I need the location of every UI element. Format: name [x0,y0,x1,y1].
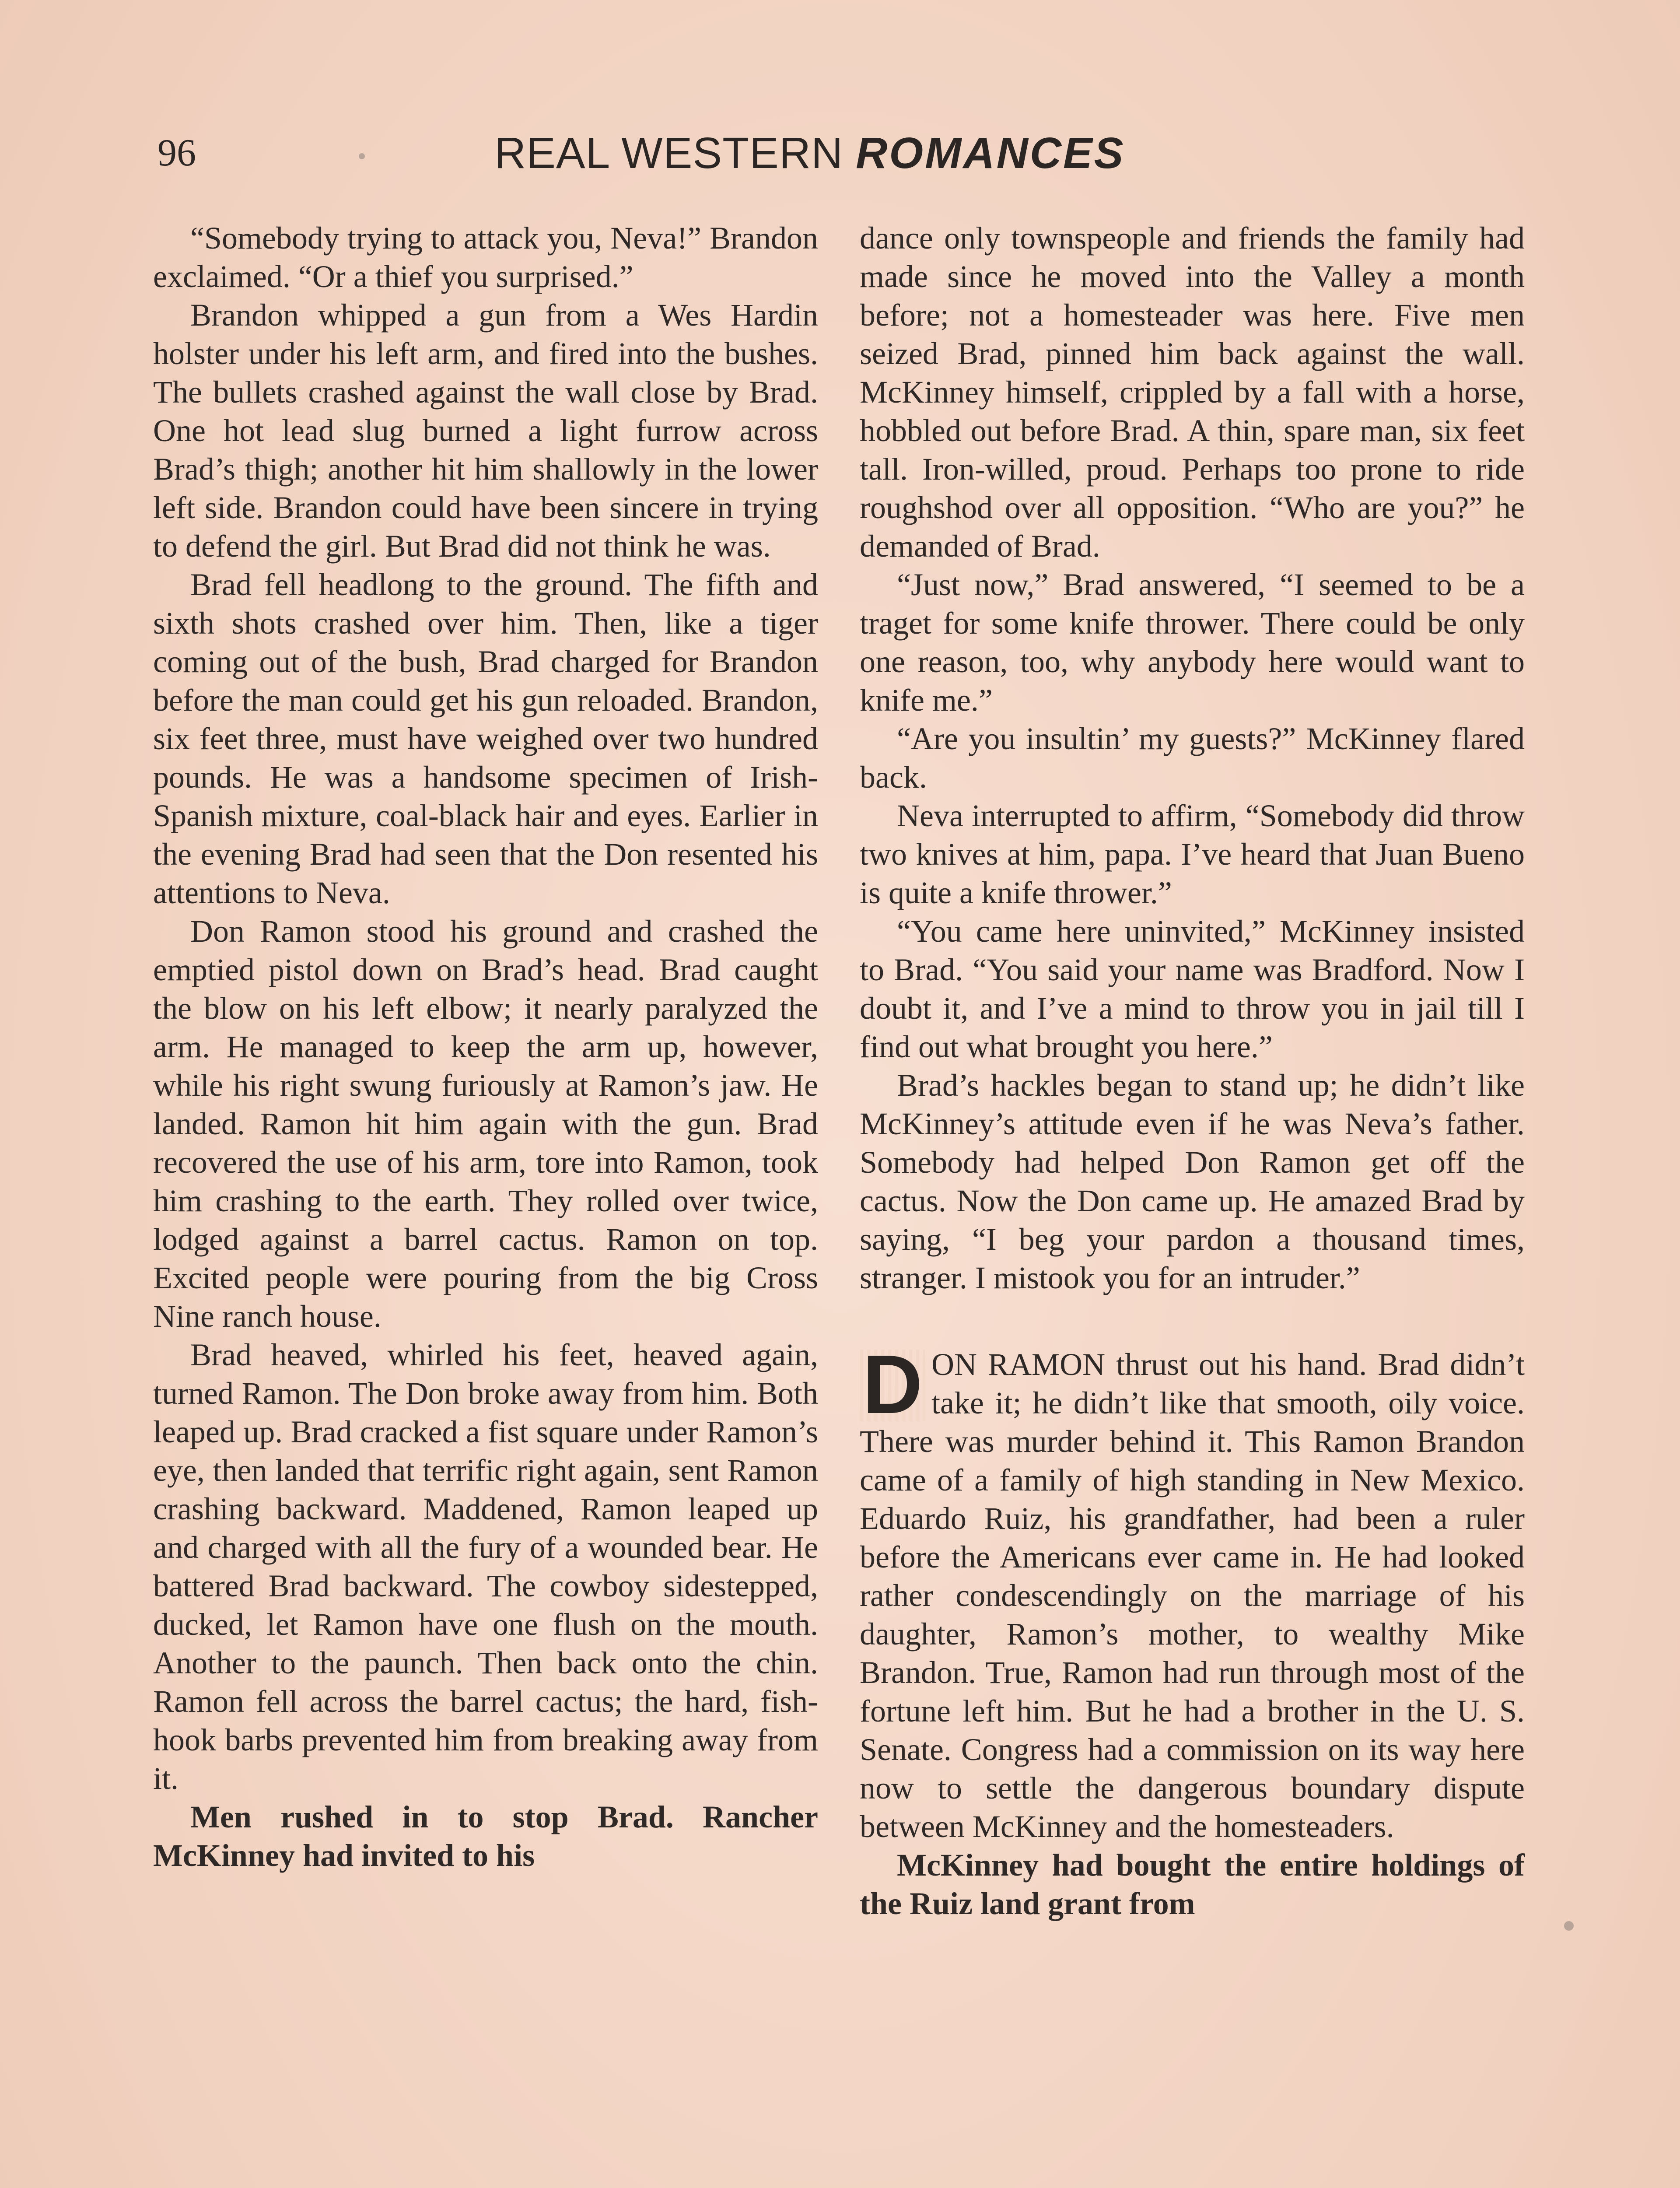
left-column [153,219,818,1875]
magazine-title-styled: ROMANCES [856,129,1125,178]
paragraph: “Are you insultin’ my guests?” McKinney flared back. [860,721,1525,795]
paragraph: Brandon whipped a gun from a Wes Hardin holster under his left arm, and fired into the bushes. The bullets crashed against the wall close by Brad. One hot lead slug burned a light furrow across Brad’s thigh; another hit him shallowly in the lower left side. Brandon could have been sincere in trying to defend the girl. But Brad did not think he was. [153,298,818,564]
paragraph: “You came here uninvited,” McKinney insisted to Brad. “You said your name was Bradford. Now I doubt it, and I’ve a mind to throw you in jail till I find out what brought you here.” [860,914,1525,1064]
running-header [158,125,1208,182]
paragraph: Men rushed in to stop Brad. Rancher McKinney had invited to his [153,1799,818,1873]
page-number: 96 [158,132,196,174]
section-opening-text: ON RAMON thrust out his hand. Brad didn’t take it; he didn’t like that smooth, oily voice. There was murder behind it. This Ramon Brandon came of a family of high standing in New Mexico. Eduardo Ruiz, his grandfather, had been a ruler before the Americans ever came in. He had looked rather condescendingly on the marriage of his daughter, Ramon’s mother, to wealthy Mike Brandon. True, Ramon had run through most of the fortune left him. But he had a brother in the U. S. Senate. Congress had a commission on its way here now to settle the dangerous boundary dispute between McKinney and the homesteaders. [860,1347,1525,1844]
paragraph: Don Ramon stood his ground and crashed the emptied pistol down on Brad’s head. Brad caught the blow on his left elbow; it nearly paralyzed the arm. He managed to keep the arm up, however, while his right swung furiously at Ramon’s jaw. He landed. Ramon hit him again with the gun. Brad recovered the use of his arm, tore into Ramon, took him crashing to the earth. They rolled over twice, lodged against a barrel cactus. Ramon on top. Excited people were pouring from the big Cross Nine ranch house. [153,914,818,1334]
paragraph: Neva interrupted to affirm, “Somebody did throw two knives at him, papa. I’ve heard that Juan Bueno is quite a knife thrower.” [860,798,1525,910]
magazine-title-plain: REAL WESTERN [494,129,856,178]
paragraph: Brad heaved, whirled his feet, heaved again, turned Ramon. The Don broke away from him. Both leaped up. Brad cracked a fist square under Ramon’s eye, then landed that terrific right again, sent Ramon crashing backward. Maddened, Ramon leaped up and charged with all the fury of a wounded bear. He battered Brad backward. The cowboy sidestepped, ducked, let Ramon have one flush on the mouth. Another to the paunch. Then back onto the chin. Ramon fell across the barrel cactus; the hard, fish-hook barbs prevented him from breaking away from it. [153,1337,818,1796]
paragraph: “Just now,” Brad answered, “I seemed to be a traget for some knife thrower. There could be only one reason, too, why anybody here would want to knife me.” [860,567,1525,718]
right-column [860,219,1525,1923]
section-opening-paragraph [860,1338,1525,1846]
paragraph: Brad fell headlong to the ground. The fifth and sixth shots crashed over him. Then, like a tiger coming out of the bush, Brad charged for Brandon before the man could get his gun reloaded. Brandon, six feet three, must have weighed over two hundred pounds. He was a handsome specimen of Irish-Spanish mixture, coal-black hair and eyes. Earlier in the evening Brad had seen that the Don resented his attentions to Neva. [153,567,818,910]
print-speck [1564,1921,1574,1931]
paragraph: “Somebody trying to attack you, Neva!” Brandon exclaimed. “Or a thief you surprised.” [153,221,818,294]
paragraph-continued: dance only townspeople and friends the family had made since he moved into the Valley a month before; not a homesteader was here. Five men seized Brad, pinned him back against the wall. McKinney himself, crippled by a fall with a horse, hobbled out before Brad. A thin, spare man, six feet tall. Iron-willed, proud. Perhaps too prone to ride roughshod over all opposition. “Who are you?” he demanded of Brad. [860,221,1525,564]
print-speck [359,153,365,159]
paragraph: Brad’s hackles began to stand up; he didn’t like McKinney’s attitude even if he was Neva’s father. Somebody had helped Don Ramon get off the cactus. Now the Don came up. He amazed Brad by saying, “I beg your pardon a thousand times, stranger. I mistook you for an intruder.” [860,1068,1525,1295]
magazine-title [494,125,1125,182]
paragraph: McKinney had bought the entire holdings of the Ruiz land grant from [860,1848,1525,1921]
drop-cap: D [860,1350,925,1422]
